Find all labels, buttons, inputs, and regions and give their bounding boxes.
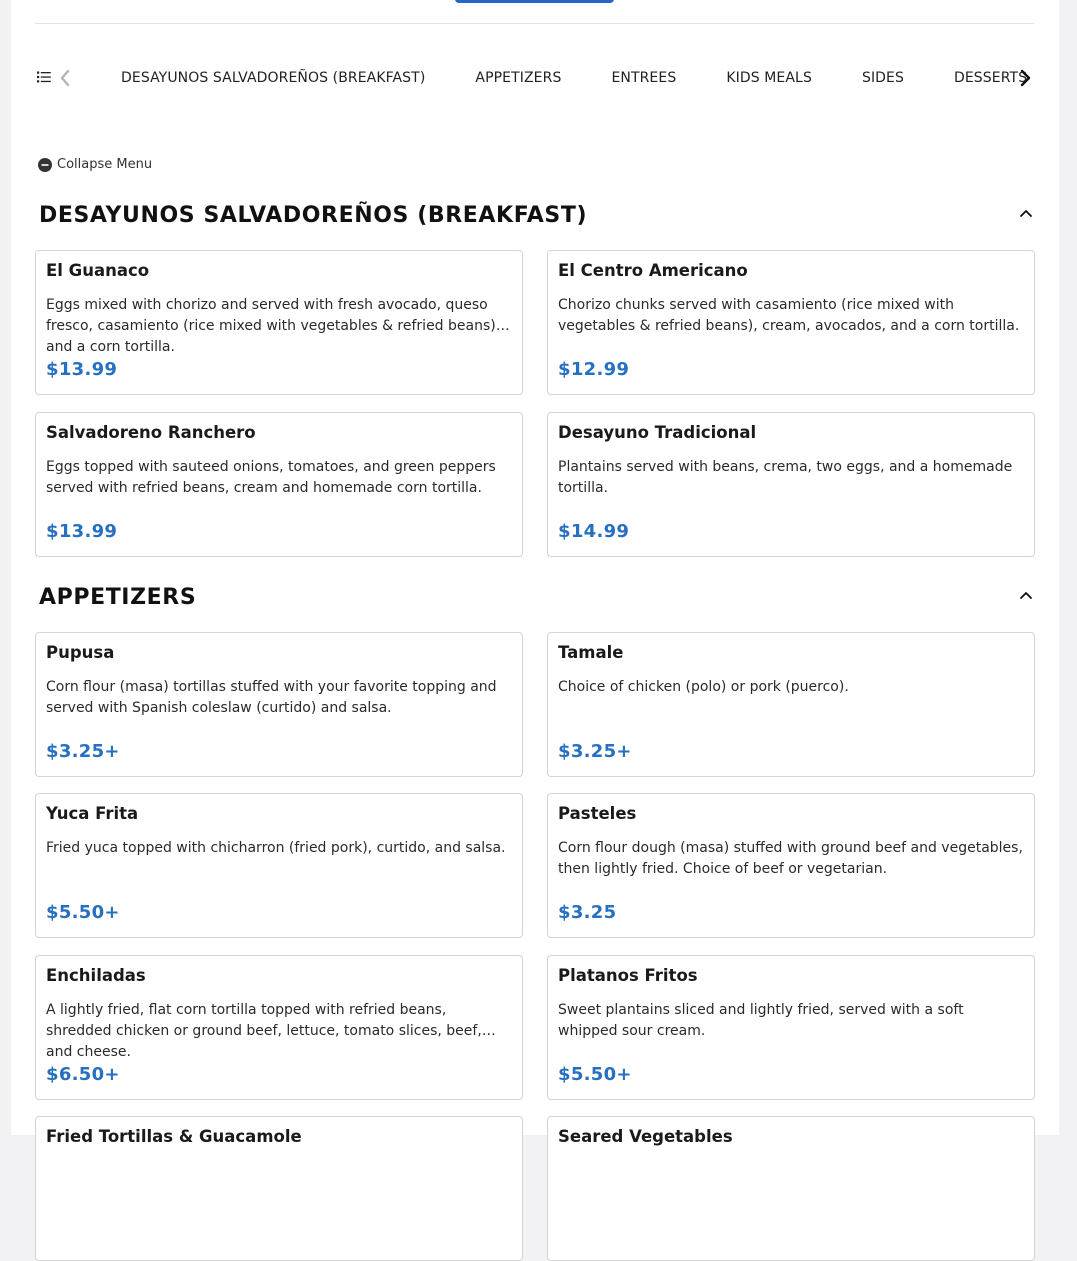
nav-item-desserts[interactable]: DESSERTS: [953, 70, 1028, 86]
chevron-up-icon[interactable]: [1018, 205, 1034, 221]
nav-item-breakfast[interactable]: DESAYUNOS SALVADOREÑOS (BREAKFAST): [121, 70, 426, 86]
section-title: APPETIZERS: [39, 585, 197, 610]
menu-item-name: Yuca Frita: [46, 804, 139, 823]
menu-item-name: Enchiladas: [46, 966, 146, 985]
nav-item-sides[interactable]: SIDES: [861, 70, 904, 86]
menu-item-description: Eggs topped with sauteed onions, tomatoes, and green peppers served with refried beans, cream and homemade corn tortilla.: [46, 459, 496, 496]
category-nav-track: [85, 60, 1028, 96]
collapse-menu-button[interactable]: [38, 157, 152, 172]
menu-item-description: Sweet plantains sliced and lightly fried, served with a soft whipped sour cream.: [558, 1002, 964, 1039]
menu-item-price: $6.50+: [46, 1064, 120, 1085]
divider: [35, 23, 1034, 24]
menu-item-description: Corn flour (masa) tortillas stuffed with your favorite topping and served with Spanish coleslaw (curtido) and salsa.: [46, 679, 497, 716]
list-icon[interactable]: [37, 70, 51, 84]
menu-item-name: Platanos Fritos: [558, 966, 698, 985]
menu-item-card[interactable]: [35, 1116, 523, 1261]
menu-item-description: A lightly fried, flat corn tortilla topped with refried beans, shredded chicken or ground beef, lettuce, tomato slices, beef, and cheese.: [46, 1002, 482, 1060]
menu-item-card[interactable]: [547, 793, 1035, 938]
menu-item-price: $5.50+: [558, 1064, 632, 1085]
menu-item-price: $3.25: [558, 902, 617, 923]
menu-item-price: $13.99: [46, 521, 118, 542]
menu-item-description: Plantains served with beans, crema, two eggs, and a homemade tortilla.: [558, 459, 1013, 496]
menu-item-description: Fried yuca topped with chicharron (fried pork), curtido, and salsa.: [46, 840, 506, 856]
menu-item-name: Tamale: [558, 643, 624, 662]
menu-item-name: Pasteles: [558, 804, 637, 823]
menu-item-description: Choice of chicken (polo) or pork (puerco).: [558, 679, 849, 695]
menu-item-name: Pupusa: [46, 643, 115, 662]
menu-item-name: Seared Vegetables: [558, 1127, 733, 1146]
menu-item-name: El Centro Americano: [558, 261, 748, 280]
menu-item-card[interactable]: [547, 412, 1035, 557]
minus-circle-icon: [38, 158, 52, 172]
menu-item-card[interactable]: [547, 1116, 1035, 1261]
menu-item-card[interactable]: [35, 632, 523, 777]
menu-item-description: Chorizo chunks served with casamiento (rice mixed with vegetables & refried beans), cream, avocados, and a corn tortilla.: [558, 297, 1020, 334]
menu-item-card[interactable]: [35, 250, 523, 395]
menu-item-card[interactable]: [547, 632, 1035, 777]
menu-item-name: Desayuno Tradicional: [558, 423, 757, 442]
nav-item-kids-meals[interactable]: KIDS MEALS: [726, 70, 812, 86]
section-title: DESAYUNOS SALVADOREÑOS (BREAKFAST): [39, 203, 588, 228]
menu-item-description: Eggs mixed with chorizo and served with fresh avocado, queso fresco, casamiento (rice mixed with vegetables & refried beans) and a corn tortilla.: [46, 297, 496, 355]
menu-page: [11, 0, 1059, 1146]
menu-item-price: $5.50+: [46, 902, 120, 923]
menu-item-card[interactable]: [35, 412, 523, 557]
menu-item-card[interactable]: [547, 955, 1035, 1100]
menu-item-description: Corn flour dough (masa) stuffed with ground beef and vegetables, then lightly fried. Choice of beef or vegetarian.: [558, 840, 1023, 877]
nav-item-appetizers[interactable]: APPETIZERS: [475, 70, 562, 86]
collapse-menu-label: Collapse Menu: [57, 157, 153, 172]
order-button[interactable]: [455, 0, 614, 3]
menu-item-name: Fried Tortillas & Guacamole: [46, 1127, 302, 1146]
menu-item-card[interactable]: [35, 793, 523, 938]
menu-item-price: $3.25+: [558, 741, 632, 762]
category-nav-items: [85, 60, 1077, 96]
menu-item-name: Salvadoreno Ranchero: [46, 423, 256, 442]
menu-item-card[interactable]: [547, 250, 1035, 395]
menu-item-card[interactable]: [35, 955, 523, 1100]
menu-item-price: $14.99: [558, 521, 630, 542]
section-header-appetizers[interactable]: [39, 581, 1034, 615]
menu-item-price: $12.99: [558, 359, 630, 380]
chevron-left-icon[interactable]: [59, 69, 71, 87]
chevron-up-icon[interactable]: [1018, 587, 1034, 603]
category-nav: [35, 60, 1034, 96]
menu-item-price: $3.25+: [46, 741, 120, 762]
nav-item-entrees[interactable]: ENTREES: [611, 70, 677, 86]
menu-item-name: El Guanaco: [46, 261, 150, 280]
chevron-right-icon[interactable]: [1018, 69, 1032, 87]
section-header-breakfast[interactable]: [39, 199, 1034, 233]
menu-item-price: $13.99: [46, 359, 118, 380]
